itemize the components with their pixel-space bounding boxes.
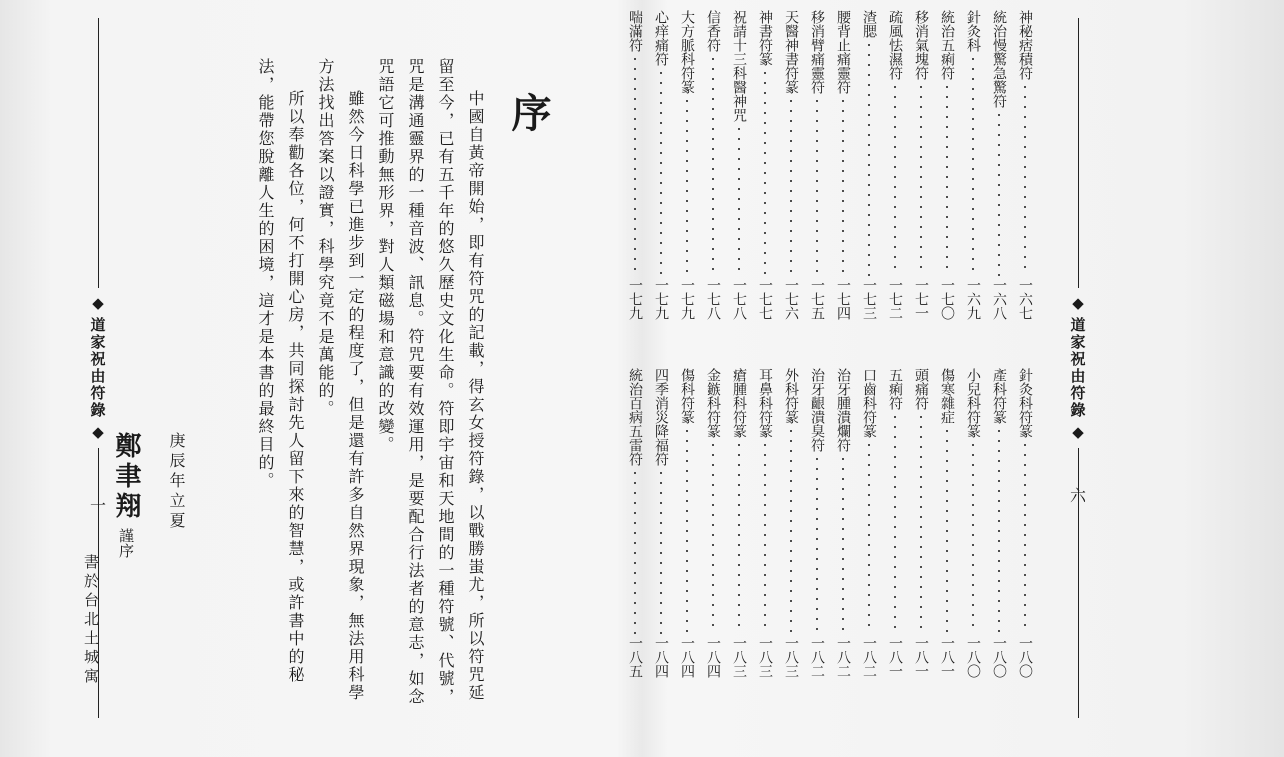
toc-entry-title: 五痢符 [887,368,903,410]
toc-entry-page: 一八四 [705,636,721,678]
toc-leader-dots [634,54,636,276]
toc-entry-title: 耳鼻科符篆 [757,368,773,438]
toc-entry [778,368,804,678]
preface-title: 序 [505,92,552,132]
toc-entry-title: 信香符 [705,10,721,52]
preface-place: 書於台北土城寓 [82,554,100,687]
toc-leader-dots [660,468,662,634]
toc-entry [726,368,752,678]
toc-entry [882,10,908,320]
toc-entry [804,368,830,678]
toc-leader-dots [842,96,844,276]
toc-entry [622,10,648,320]
toc-entry [856,368,882,678]
toc-leader-dots [816,96,818,276]
toc-entry-title: 針灸科 [965,10,981,52]
toc-entry-page: 一七九 [627,278,643,320]
toc-leader-dots [764,440,766,634]
toc-leader-dots [920,412,922,634]
toc-entry-page: 一八三 [783,636,799,678]
toc-upper-block [622,10,1038,320]
toc-entry-page: 一八一 [939,636,955,678]
toc-entry-page: 一七九 [653,278,669,320]
toc-entry [830,10,856,320]
running-head-title: 道家祝由符錄 [88,317,107,419]
toc-entry [752,368,778,678]
diamond-ornament-icon: ◆ [92,423,104,441]
toc-entry-page: 一八二 [809,636,825,678]
preface-signature [82,432,188,732]
toc-entry [700,368,726,678]
toc-entry-title: 外科符篆 [783,368,799,424]
toc-leader-dots [764,68,766,276]
toc-entry-page: 一七八 [731,278,747,320]
toc-leader-dots [868,40,870,276]
author-block [108,432,145,732]
toc-entry-title: 針灸科符篆 [1017,368,1033,438]
toc-entry-title: 祝請十三科醫神咒 [731,10,747,122]
toc-leader-dots [790,96,792,276]
toc-entry-page: 一七八 [705,278,721,320]
toc-entry-title: 治牙齦潰臭符 [809,368,825,452]
toc-entry-page: 一八四 [653,636,669,678]
left-page [0,0,600,757]
page-number: 六 [1069,486,1086,505]
toc-entry-title: 口齒科符篆 [861,368,877,438]
toc-entry-page: 一七四 [835,278,851,320]
toc-leader-dots [894,82,896,276]
toc-entry-page: 一八一 [913,636,929,678]
toc-leader-dots [816,454,818,634]
toc-entry [934,368,960,678]
toc-leader-dots [998,110,1000,276]
toc-entry-title: 統治慢驚急驚符 [991,10,1007,108]
toc-leader-dots [998,426,1000,634]
toc-entry-title: 傷寒雜症 [939,368,955,424]
toc-entry-title: 治牙腫潰爛符 [835,368,851,452]
toc-entry [778,10,804,320]
toc-entry-title: 腰背止痛靈符 [835,10,851,94]
toc-entry [986,368,1012,678]
toc-entry [830,368,856,678]
toc-entry-title: 喘滿符 [627,10,643,52]
toc-entry-page: 一七九 [679,278,695,320]
toc-leader-dots [946,82,948,276]
toc-leader-dots [660,68,662,276]
toc-entry-page: 一八〇 [1017,636,1033,678]
toc-entry-title: 統治百病五雷符 [627,368,643,466]
toc-entry [908,10,934,320]
toc-leader-dots [686,426,688,634]
toc-entry-page: 一七七 [757,278,773,320]
toc-entry [960,10,986,320]
toc-leader-dots [1024,82,1026,276]
toc-leader-dots [634,468,636,634]
toc-entry-title: 移消氣塊符 [913,10,929,80]
toc-entry [674,10,700,320]
toc-entry-title: 渣腮 [861,10,877,38]
toc-leader-dots [738,440,740,634]
toc-entry [804,10,830,320]
toc-entry-page: 一八〇 [965,636,981,678]
toc-entry-title: 大方脈科符篆 [679,10,695,94]
toc-entry-title: 頭痛符 [913,368,929,410]
toc-leader-dots [1024,440,1026,634]
toc-entry [986,10,1012,320]
toc-entry [1012,368,1038,678]
right-running-head [1066,18,1090,718]
toc-entry [648,368,674,678]
diamond-ornament-icon: ◆ [92,294,104,312]
preface-paragraph-3: 所以奉勸各位，何不打開心房，共同探討先人留下來的智慧，或許書中的秘法，能帶您脫離人生的困境，這才是本書的最終目的。 [256,58,305,684]
toc-entry-title: 四季消災降福符 [653,368,669,466]
toc-entry-page: 一八〇 [991,636,1007,678]
running-head-rule-top [1078,18,1079,288]
toc-entry-page: 一七〇 [939,278,955,320]
preface-paragraph-2: 雖然今日科學已進步到一定的程度了，但是還有許多自然界現象，無法用科學方法找出答案以證實，科學究竟不是萬能的。 [316,58,365,702]
toc-leader-dots [686,96,688,276]
toc-entry-title: 瘡腫科符篆 [731,368,747,438]
preface-date: 庚辰年立夏 [167,432,186,532]
toc-leader-dots [712,54,714,276]
toc-leader-dots [712,440,714,634]
preface-body [190,58,490,708]
toc-leader-dots [790,426,792,634]
toc-leader-dots [738,124,740,276]
toc-leader-dots [894,412,896,634]
toc-entry-title: 心痒痛符 [653,10,669,66]
toc-leader-dots [972,440,974,634]
toc-entry-title: 統治五痢符 [939,10,955,80]
toc-entry-page: 一八四 [679,636,695,678]
running-head-rule-top [98,18,99,288]
toc-lower-block [622,368,1038,678]
toc-entry-page: 一八一 [887,636,903,678]
toc-entry-title: 天醫神書符篆 [783,10,799,94]
toc-leader-dots [946,426,948,634]
toc-entry-page: 一七一 [913,278,929,320]
toc-entry-title: 移消臂痛靈符 [809,10,825,94]
preface-author: 鄭聿翔 [111,432,141,522]
toc-entry-title: 神書符篆 [757,10,773,66]
toc-entry [622,368,648,678]
toc-entry [674,368,700,678]
toc-entry-page: 一六九 [965,278,981,320]
toc-entry [960,368,986,678]
toc-entry-page: 一七三 [861,278,877,320]
right-page [600,0,1284,757]
toc-entry-title: 小兒科符篆 [965,368,981,438]
toc-entry-title: 傷科符篆 [679,368,695,424]
preface-paragraph-1: 中國自黃帝開始，即有符咒的記載，得玄女授符錄，以戰勝蚩尤，所以符咒延留至今，已有五千年的悠久歷史文化生命。符即宇宙和天地間的一種符號、代號，咒是溝通靈界的一種音波、訊息。符咒要有效運用，是要配合行法者的意志，如念咒語它可推動無形界，對人類磁場和意識的改變。 [376,58,485,706]
running-head-title: 道家祝由符錄 [1068,317,1087,419]
toc-entry [882,368,908,678]
toc-entry-title: 疏風怯濕符 [887,10,903,80]
toc-entry-page: 一八二 [835,636,851,678]
diamond-ornament-icon: ◆ [1072,294,1084,312]
toc-entry-page: 一七六 [783,278,799,320]
toc-entry-page: 一六七 [1017,278,1033,320]
toc-entry-page: 一七二 [887,278,903,320]
page-number: 一 [89,496,106,515]
toc-entry [726,10,752,320]
toc-entry [752,10,778,320]
toc-entry-title: 產科符篆 [991,368,1007,424]
toc-leader-dots [842,454,844,634]
toc-entry [648,10,674,320]
toc-entry [908,368,934,678]
toc-entry [1012,10,1038,320]
toc-entry [700,10,726,320]
diamond-ornament-icon: ◆ [1072,423,1084,441]
toc-leader-dots [868,440,870,634]
toc-leader-dots [972,54,974,276]
toc-entry [934,10,960,320]
toc-entry-title: 神秘痞積符 [1017,10,1033,80]
toc-entry-page: 一八三 [757,636,773,678]
toc-entry-page: 一六八 [991,278,1007,320]
toc-leader-dots [920,82,922,276]
toc-entry-page: 一八二 [861,636,877,678]
toc-entry-page: 一七五 [809,278,825,320]
toc-entry-page: 一八五 [627,636,643,678]
preface-author-suffix: 謹序 [117,528,135,558]
toc-entry [856,10,882,320]
toc-entry-page: 一八三 [731,636,747,678]
toc-entry-title: 金鏃科符篆 [705,368,721,438]
